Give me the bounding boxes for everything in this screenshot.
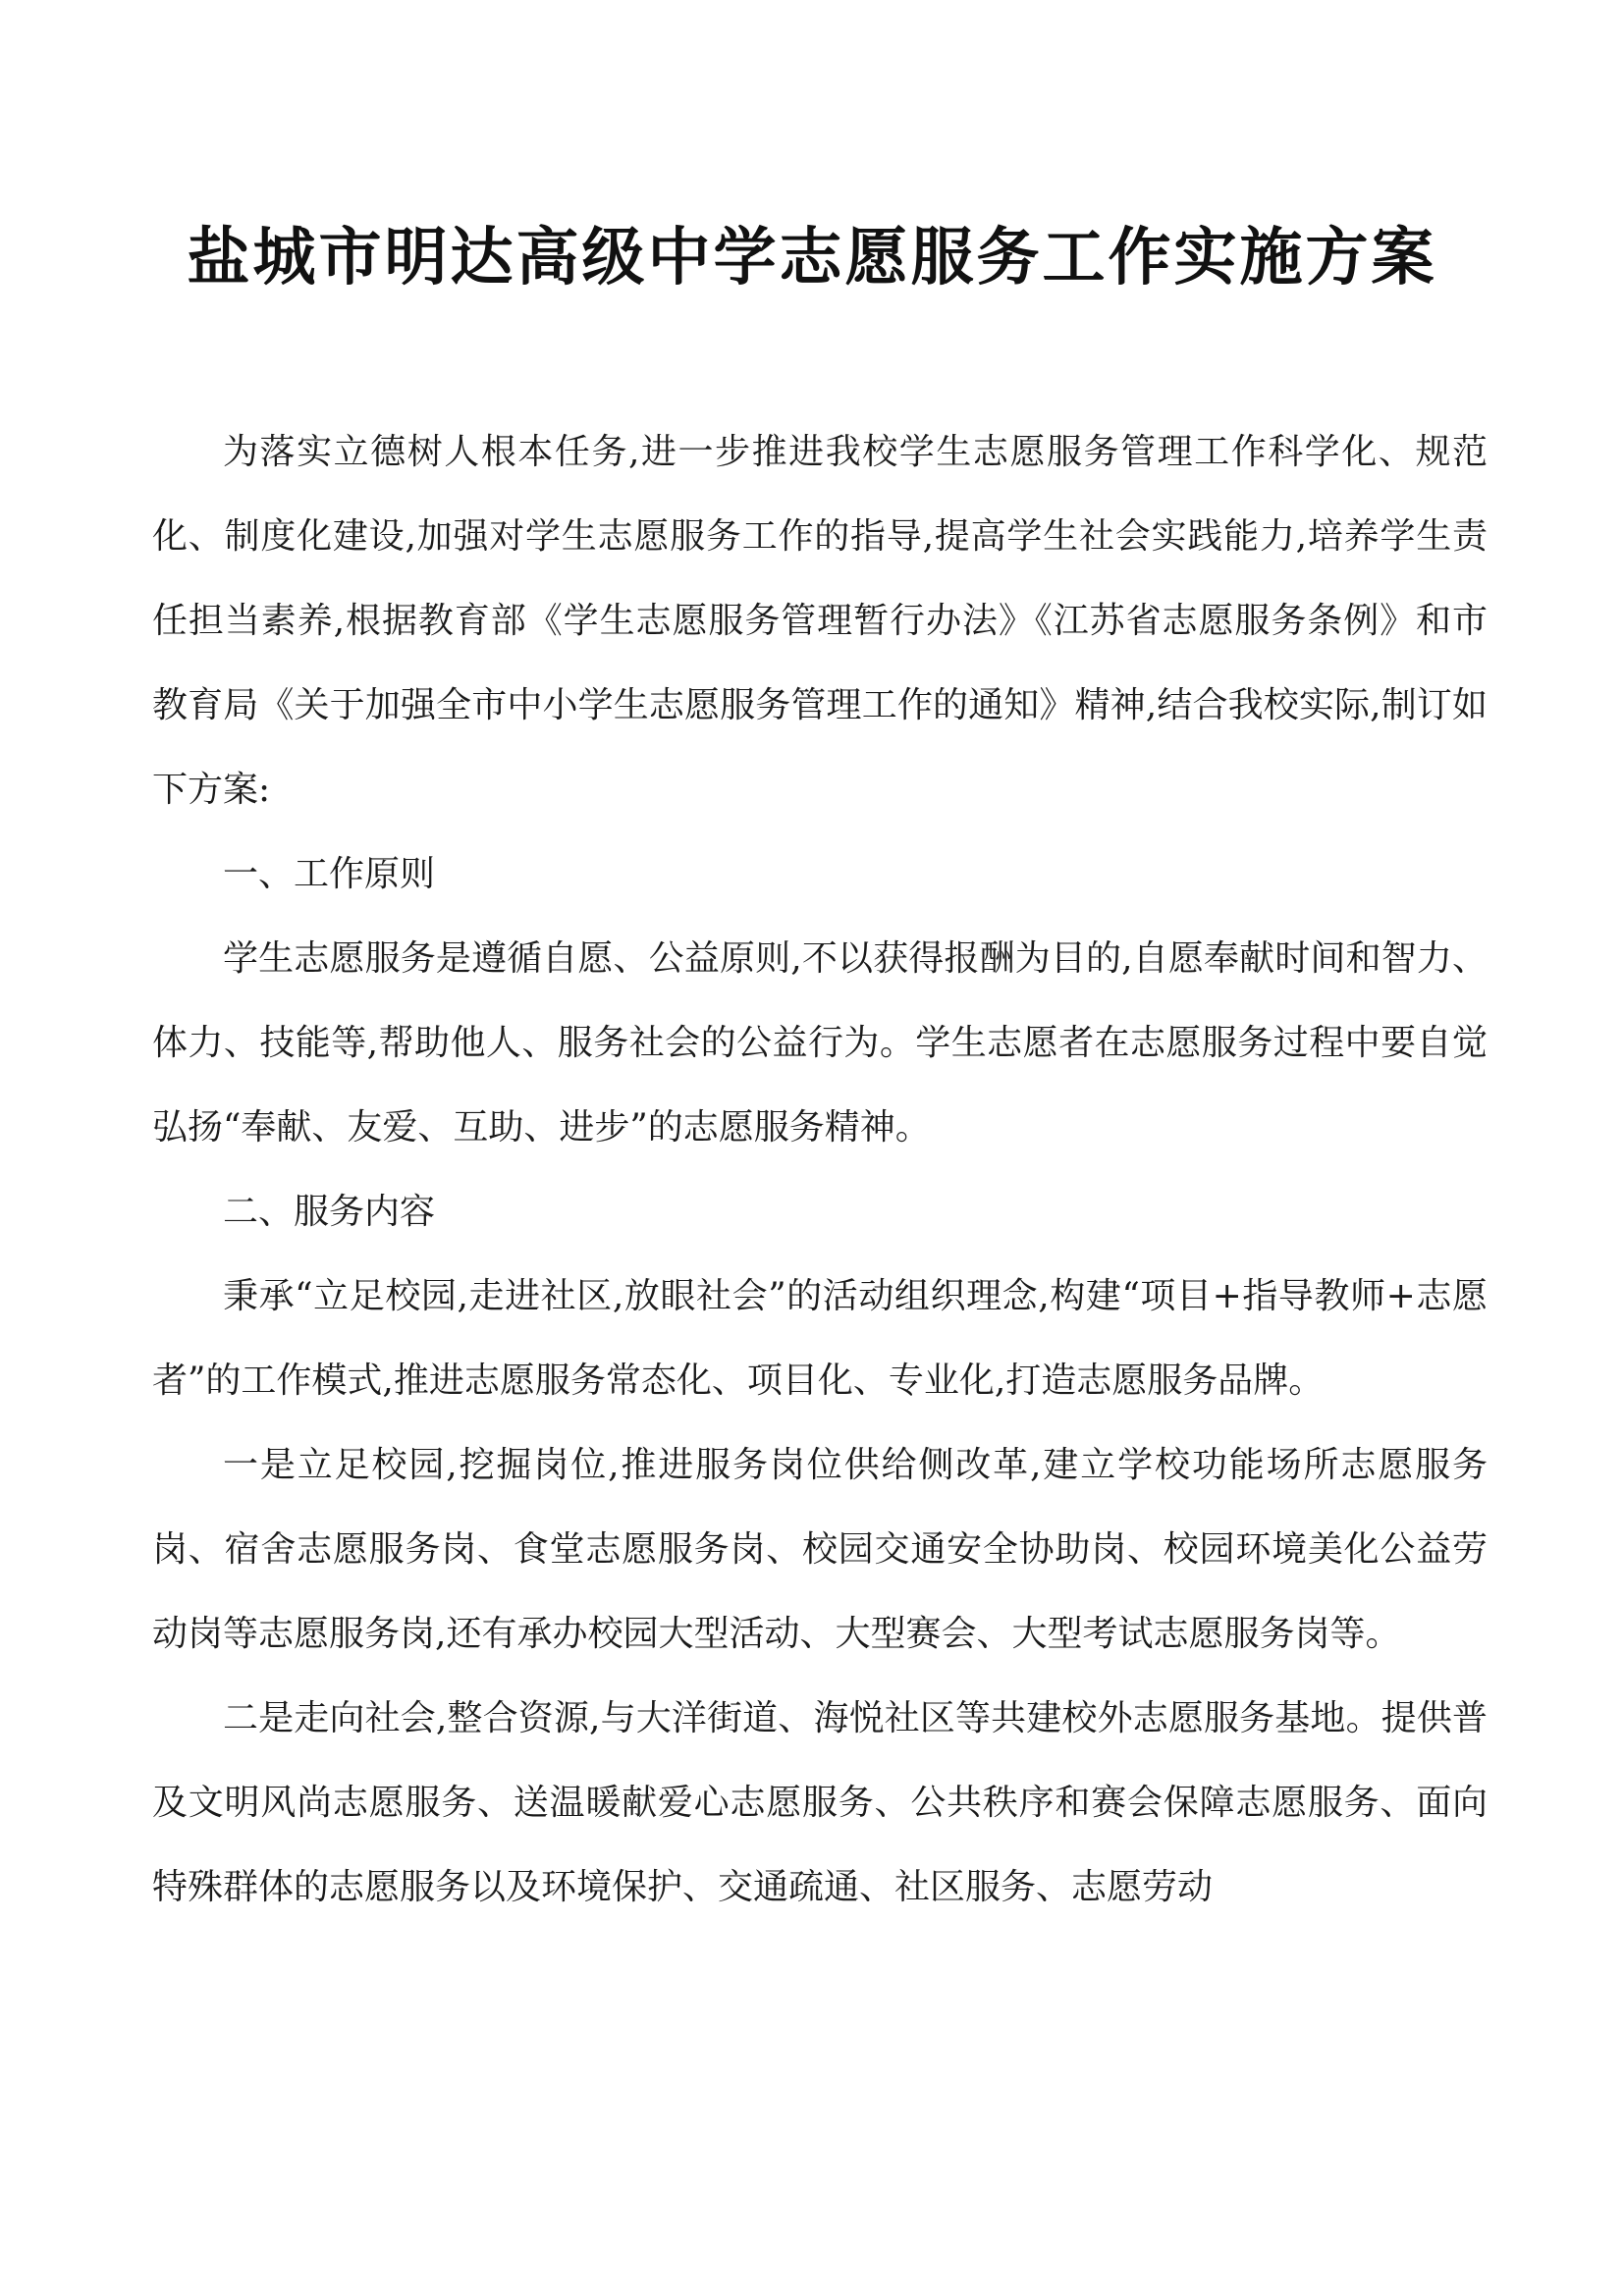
section-heading-principles: 一、工作原则 <box>223 854 436 894</box>
service-content-paragraph: 秉承“立足校园,走进社区,放眼社会”的活动组织理念,构建“项目+指导教师+志愿者”的工作模式,推进志愿服务常态化、项目化、专业化,打造志愿服务品牌。 <box>152 1276 1488 1401</box>
campus-service-paragraph: 一是立足校园,挖掘岗位,推进服务岗位供给侧改革,建立学校功能场所志愿服务岗、宿舍志愿服务岗、食堂志愿服务岗、校园交通安全协助岗、校园环境美化公益劳动岗等志愿服务岗,还有承办校园大型活动、大型赛会、大型考试志愿服务岗等。 <box>152 1445 1488 1654</box>
principles-paragraph: 学生志愿服务是遵循自愿、公益原则,不以获得报酬为目的,自愿奉献时间和智力、体力、技能等,帮助他人、服务社会的公益行为。学生志愿者在志愿服务过程中要自觉弘扬“奉献、友爱、互助、进步”的志愿服务精神。 <box>152 938 1488 1148</box>
document-title: 盐城市明达高级中学志愿服务工作实施方案 <box>187 221 1437 294</box>
intro-paragraph: 为落实立德树人根本任务,进一步推进我校学生志愿服务管理工作科学化、规范化、制度化建设,加强对学生志愿服务工作的指导,提高学生社会实践能力,培养学生责任担当素养,根据教育部《学生志愿服务管理暂行办法》《江苏省志愿服务条例》和市教育局《关于加强全市中小学生志愿服务管理工作的通知》精神,结合我校实际,制订如下方案: <box>152 432 1488 810</box>
document-body <box>152 410 1488 1930</box>
society-service-paragraph: 二是走向社会,整合资源,与大洋街道、海悦社区等共建校外志愿服务基地。提供普及文明风尚志愿服务、送温暖献爱心志愿服务、公共秩序和赛会保障志愿服务、面向特殊群体的志愿服务以及环境保护、交通疏通、社区服务、志愿劳动 <box>152 1698 1488 1907</box>
section-heading-service-content: 二、服务内容 <box>223 1192 436 1232</box>
